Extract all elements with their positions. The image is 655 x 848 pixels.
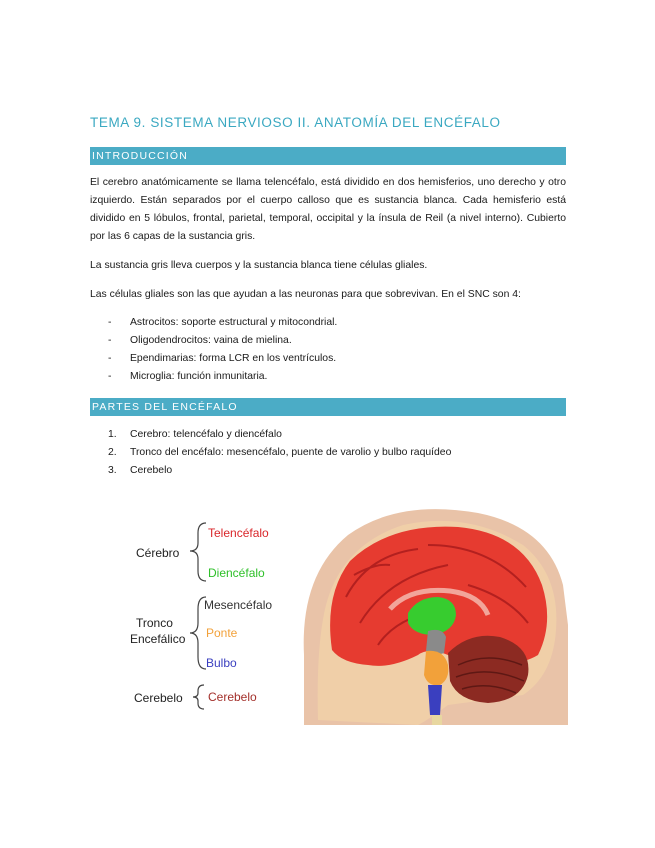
list-number: 3. (108, 465, 117, 476)
list-item (90, 426, 566, 444)
label-telencefalo: Telencéfalo (208, 526, 269, 540)
group-label-cerebro: Cérebro (136, 546, 180, 560)
group-label-tronco-line2: Encefálico (130, 632, 186, 646)
list-item (90, 368, 566, 386)
list-dash: - (108, 335, 112, 346)
label-bulbo: Bulbo (206, 656, 237, 670)
label-ponte: Ponte (206, 626, 238, 640)
group-label-cerebelo: Cerebelo (134, 691, 183, 705)
list-dash: - (108, 371, 112, 382)
list-dash: - (108, 317, 112, 328)
intro-paragraph-1: El cerebro anatómicamente se llama telencéfalo, está dividido en dos hemisferios, uno derecho y otro izquierdo. Están separados por el cuerpo calloso que es sustancia blanca. Cada hemisferio está dividido en 5 lóbulos, frontal, parietal, temporal, occipital y la ínsula de Reil (a nivel interno). Cubierto por las 6 capas de la sustancia gris. (90, 177, 566, 242)
cerebelo-shape (448, 636, 528, 703)
brain-parts-list (90, 426, 566, 480)
list-item-text: Cerebelo (130, 465, 173, 476)
spinal-cord-shape (432, 715, 442, 725)
list-item (90, 462, 566, 480)
list-item-text: Tronco del encéfalo: mesencéfalo, puente de varolio y bulbo raquídeo (130, 447, 452, 458)
intro-paragraph-2: La sustancia gris lleva cuerpos y la sustancia blanca tiene células gliales. (90, 260, 428, 271)
brain-illustration (304, 509, 568, 725)
bulbo-shape (428, 685, 442, 715)
list-item-text: Astrocitos: soporte estructural y mitocondrial. (130, 317, 338, 328)
document-title: TEMA 9. SISTEMA NERVIOSO II. ANATOMÍA DEL ENCÉFALO (90, 115, 501, 130)
list-item-text: Oligodendrocitos: vaina de mielina. (130, 335, 292, 346)
label-cerebelo: Cerebelo (208, 690, 257, 704)
intro-paragraph-3: Las células gliales son las que ayudan a las neuronas para que sobrevivan. En el SNC son 4: (90, 289, 521, 300)
list-item-text: Microglia: función inmunitaria. (130, 371, 268, 382)
label-mesencefalo: Mesencéfalo (204, 598, 273, 612)
list-item (90, 314, 566, 332)
group-label-tronco-line1: Tronco (136, 616, 173, 630)
brain-anatomy-figure (128, 505, 568, 725)
label-diencefalo: Diencéfalo (208, 566, 265, 580)
list-number: 1. (108, 429, 117, 440)
list-item-text: Cerebro: telencéfalo y diencéfalo (130, 429, 282, 440)
list-item (90, 350, 566, 368)
section-heading-partes: PARTES DEL ENCÉFALO (90, 398, 566, 416)
glial-cells-list (90, 314, 566, 386)
list-item (90, 332, 566, 350)
list-dash: - (108, 353, 112, 364)
section-heading-introduccion: INTRODUCCIÓN (90, 147, 566, 165)
list-number: 2. (108, 447, 117, 458)
brace-cerebelo (193, 685, 204, 709)
brace-cerebro (190, 523, 206, 581)
list-item (90, 444, 566, 462)
list-item-text: Ependimarias: forma LCR en los ventrículos. (130, 353, 337, 364)
